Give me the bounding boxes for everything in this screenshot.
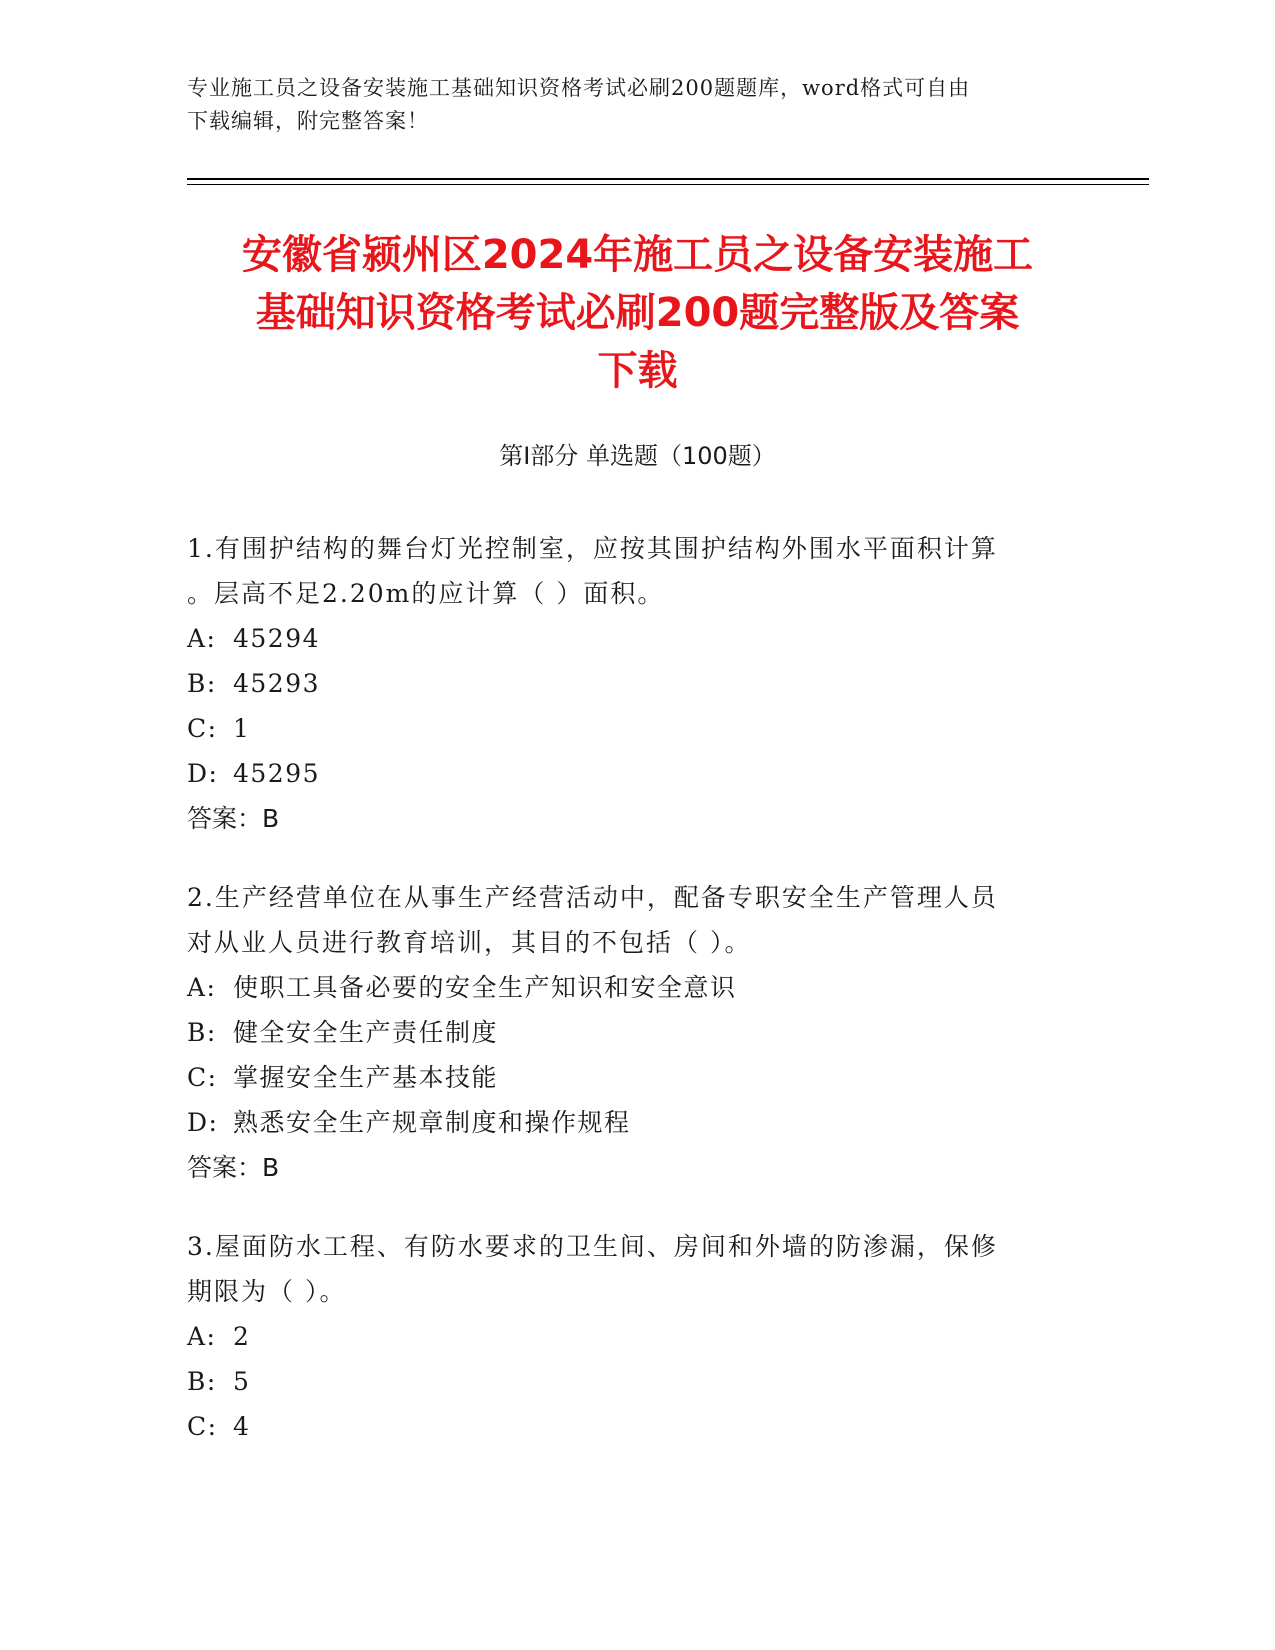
option-text: 45295 <box>233 759 321 788</box>
option-key: B: <box>187 1367 217 1396</box>
header-rule-thin <box>187 184 1149 185</box>
question-1-answer: 答案：B <box>187 804 280 833</box>
document-title <box>150 226 1125 400</box>
option-key: C: <box>187 714 218 743</box>
question-2-stem-line-1: 2.生产经营单位在从事生产经营活动中，配备专职安全生产管理人员 <box>187 883 998 912</box>
question-3-stem-line-2: 期限为（ ）。 <box>187 1277 347 1306</box>
option-key: A: <box>187 624 217 653</box>
question-1 <box>187 526 1067 841</box>
question-1-option-a <box>187 616 1067 661</box>
question-1-option-b <box>187 661 1067 706</box>
header-rule-thick <box>187 178 1149 180</box>
title-line-1: 安徽省颍州区2024年施工员之设备安装施工 <box>241 232 1034 278</box>
header-note-line-2: 下载编辑，附完整答案！ <box>187 109 429 133</box>
question-1-option-d <box>187 751 1067 796</box>
option-key: B: <box>187 669 217 698</box>
question-2-answer: 答案：B <box>187 1153 280 1182</box>
option-key: B: <box>187 1018 217 1047</box>
question-3 <box>187 1224 1067 1449</box>
option-text: 熟悉安全生产规章制度和操作规程 <box>233 1108 631 1137</box>
option-text: 5 <box>233 1367 251 1396</box>
option-text: 4 <box>233 1412 251 1441</box>
question-2-option-b <box>187 1010 1067 1055</box>
title-line-2: 基础知识资格考试必刷200题完整版及答案 <box>255 290 1020 336</box>
title-line-3: 下载 <box>597 348 678 394</box>
option-text: 2 <box>233 1322 251 1351</box>
option-key: D: <box>187 1108 219 1137</box>
option-text: 使职工具备必要的安全生产知识和安全意识 <box>233 973 737 1002</box>
option-text: 45294 <box>233 624 321 653</box>
option-text: 健全安全生产责任制度 <box>233 1018 499 1047</box>
header-note-line-1: 专业施工员之设备安装施工基础知识资格考试必刷200题题库，word格式可自由 <box>187 76 971 100</box>
option-text: 掌握安全生产基本技能 <box>233 1063 499 1092</box>
section-heading: 第Ⅰ部分 单选题（100题） <box>499 442 776 470</box>
question-2 <box>187 875 1067 1190</box>
question-list <box>187 526 1067 1483</box>
option-key: C: <box>187 1412 218 1441</box>
question-2-option-a <box>187 965 1067 1010</box>
option-text: 45293 <box>233 669 321 698</box>
question-2-stem-line-2: 对从业人员进行教育培训，其目的不包括（ ）。 <box>187 928 752 957</box>
question-2-stem <box>187 875 1067 965</box>
option-key: A: <box>187 973 217 1002</box>
question-2-option-c <box>187 1055 1067 1100</box>
question-2-option-d <box>187 1100 1067 1145</box>
option-key: C: <box>187 1063 218 1092</box>
question-1-stem-line-1: 1.有围护结构的舞台灯光控制室，应按其围护结构外围水平面积计算 <box>187 534 998 563</box>
question-1-stem-line-2: 。层高不足2.20m的应计算（ ）面积。 <box>187 579 665 608</box>
question-1-option-c <box>187 706 1067 751</box>
option-text: 1 <box>233 714 251 743</box>
option-key: D: <box>187 759 219 788</box>
question-3-option-c <box>187 1404 1067 1449</box>
question-3-option-a <box>187 1314 1067 1359</box>
question-1-stem <box>187 526 1067 616</box>
option-key: A: <box>187 1322 217 1351</box>
question-3-option-b <box>187 1359 1067 1404</box>
question-3-stem <box>187 1224 1067 1314</box>
question-3-stem-line-1: 3.屋面防水工程、有防水要求的卫生间、房间和外墙的防渗漏，保修 <box>187 1232 998 1261</box>
header-note <box>187 72 1087 138</box>
